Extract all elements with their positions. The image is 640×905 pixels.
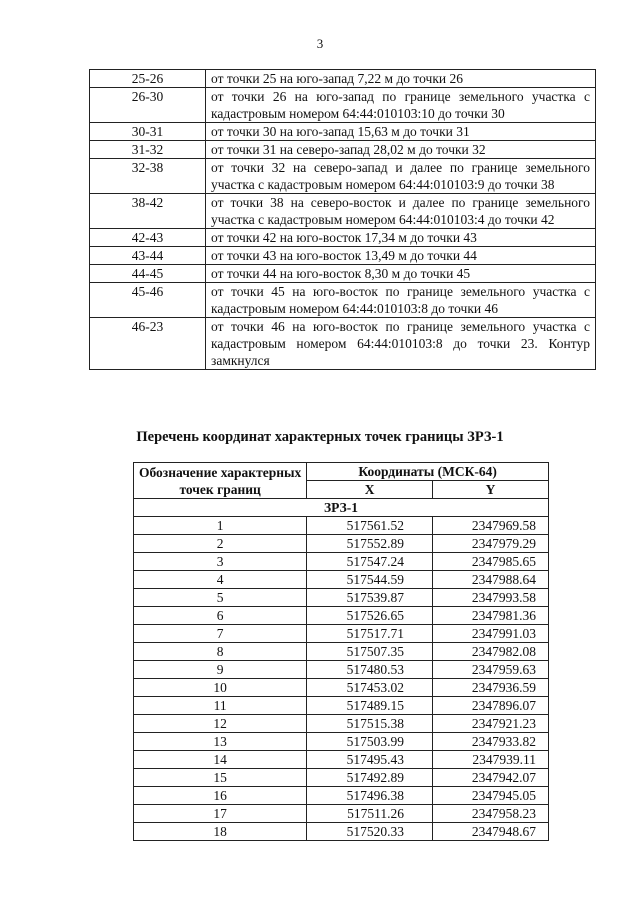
coordinate-row bbox=[134, 697, 549, 715]
point-number: 15 bbox=[134, 769, 307, 787]
coordinate-row bbox=[134, 769, 549, 787]
coordinate-row bbox=[134, 625, 549, 643]
x-coordinate: 517517.71 bbox=[307, 625, 433, 643]
segment-row bbox=[90, 247, 596, 265]
segment-id: 25-26 bbox=[90, 70, 206, 88]
segment-description: от точки 25 на юго-запад 7,22 м до точки 26 bbox=[206, 70, 596, 88]
y-coordinate: 2347933.82 bbox=[433, 733, 549, 751]
point-number: 12 bbox=[134, 715, 307, 733]
segment-row bbox=[90, 88, 596, 123]
y-coordinate: 2347958.23 bbox=[433, 805, 549, 823]
point-number: 3 bbox=[134, 553, 307, 571]
segment-id: 31-32 bbox=[90, 141, 206, 159]
y-coordinate: 2347896.07 bbox=[433, 697, 549, 715]
segment-description: от точки 42 на юго-восток 17,34 м до точки 43 bbox=[206, 229, 596, 247]
segment-id: 38-42 bbox=[90, 194, 206, 229]
header-x: X bbox=[307, 481, 433, 499]
coordinate-row bbox=[134, 607, 549, 625]
segment-description: от точки 43 на юго-восток 13,49 м до точки 44 bbox=[206, 247, 596, 265]
x-coordinate: 517453.02 bbox=[307, 679, 433, 697]
x-coordinate: 517507.35 bbox=[307, 643, 433, 661]
segment-row bbox=[90, 318, 596, 370]
y-coordinate: 2347993.58 bbox=[433, 589, 549, 607]
segment-id: 30-31 bbox=[90, 123, 206, 141]
x-coordinate: 517520.33 bbox=[307, 823, 433, 841]
header-coordinates-group: Координаты (МСК-64) bbox=[307, 463, 549, 481]
segment-id: 45-46 bbox=[90, 283, 206, 318]
segment-id: 43-44 bbox=[90, 247, 206, 265]
segment-row bbox=[90, 141, 596, 159]
segment-row bbox=[90, 123, 596, 141]
segment-row bbox=[90, 159, 596, 194]
coordinate-row bbox=[134, 805, 549, 823]
page-number: 3 bbox=[316, 36, 324, 51]
point-number: 9 bbox=[134, 661, 307, 679]
y-coordinate: 2347945.05 bbox=[433, 787, 549, 805]
segment-description: от точки 31 на северо-запад 28,02 м до точки 32 bbox=[206, 141, 596, 159]
segment-description: от точки 44 на юго-восток 8,30 м до точки 45 bbox=[206, 265, 596, 283]
segment-id: 32-38 bbox=[90, 159, 206, 194]
point-number: 10 bbox=[134, 679, 307, 697]
x-coordinate: 517544.59 bbox=[307, 571, 433, 589]
point-number: 16 bbox=[134, 787, 307, 805]
segment-id: 42-43 bbox=[90, 229, 206, 247]
y-coordinate: 2347921.23 bbox=[433, 715, 549, 733]
x-coordinate: 517480.53 bbox=[307, 661, 433, 679]
point-number: 2 bbox=[134, 535, 307, 553]
segment-row bbox=[90, 194, 596, 229]
zone-label: ЗРЗ-1 bbox=[134, 499, 549, 517]
header-row-1 bbox=[134, 463, 549, 481]
coordinate-row bbox=[134, 589, 549, 607]
y-coordinate: 2347942.07 bbox=[433, 769, 549, 787]
x-coordinate: 517539.87 bbox=[307, 589, 433, 607]
point-number: 7 bbox=[134, 625, 307, 643]
segment-description: от точки 45 на юго-восток по границе земельного участка с кадастровым номером 64:44:010103:8 до точки 46 bbox=[206, 283, 596, 318]
x-coordinate: 517496.38 bbox=[307, 787, 433, 805]
coordinates-body bbox=[134, 499, 549, 841]
segment-description: от точки 38 на северо-восток и далее по границе земельного участка с кадастровым номером 64:44:010103:4 до точки 42 bbox=[206, 194, 596, 229]
y-coordinate: 2347982.08 bbox=[433, 643, 549, 661]
segment-row bbox=[90, 283, 596, 318]
segment-row bbox=[90, 265, 596, 283]
coordinate-row bbox=[134, 643, 549, 661]
coordinate-row bbox=[134, 661, 549, 679]
segment-description: от точки 32 на северо-запад и далее по границе земельного участка с кадастровым номером 64:44:010103:9 до точки 38 bbox=[206, 159, 596, 194]
coordinate-row bbox=[134, 733, 549, 751]
segment-description: от точки 30 на юго-запад 15,63 м до точки 31 bbox=[206, 123, 596, 141]
x-coordinate: 517503.99 bbox=[307, 733, 433, 751]
point-number: 8 bbox=[134, 643, 307, 661]
point-number: 4 bbox=[134, 571, 307, 589]
x-coordinate: 517547.24 bbox=[307, 553, 433, 571]
x-coordinate: 517515.38 bbox=[307, 715, 433, 733]
header-point-designation: Обозначение характерных точек границ bbox=[134, 463, 307, 499]
coordinate-row bbox=[134, 517, 549, 535]
point-number: 11 bbox=[134, 697, 307, 715]
coordinate-row bbox=[134, 553, 549, 571]
segments-body bbox=[90, 70, 596, 370]
y-coordinate: 2347981.36 bbox=[433, 607, 549, 625]
y-coordinate: 2347948.67 bbox=[433, 823, 549, 841]
y-coordinate: 2347991.03 bbox=[433, 625, 549, 643]
segment-row bbox=[90, 229, 596, 247]
y-coordinate: 2347959.63 bbox=[433, 661, 549, 679]
point-number: 5 bbox=[134, 589, 307, 607]
coordinate-row bbox=[134, 751, 549, 769]
coordinate-row bbox=[134, 715, 549, 733]
boundary-segments-table bbox=[89, 69, 596, 370]
point-number: 18 bbox=[134, 823, 307, 841]
coordinates-table-header bbox=[134, 463, 549, 499]
x-coordinate: 517552.89 bbox=[307, 535, 433, 553]
point-number: 17 bbox=[134, 805, 307, 823]
y-coordinate: 2347969.58 bbox=[433, 517, 549, 535]
segment-id: 26-30 bbox=[90, 88, 206, 123]
y-coordinate: 2347985.65 bbox=[433, 553, 549, 571]
coordinate-row bbox=[134, 535, 549, 553]
y-coordinate: 2347936.59 bbox=[433, 679, 549, 697]
point-number: 6 bbox=[134, 607, 307, 625]
x-coordinate: 517489.15 bbox=[307, 697, 433, 715]
x-coordinate: 517492.89 bbox=[307, 769, 433, 787]
y-coordinate: 2347939.11 bbox=[433, 751, 549, 769]
y-coordinate: 2347979.29 bbox=[433, 535, 549, 553]
x-coordinate: 517526.65 bbox=[307, 607, 433, 625]
segment-id: 46-23 bbox=[90, 318, 206, 370]
point-number: 1 bbox=[134, 517, 307, 535]
segment-id: 44-45 bbox=[90, 265, 206, 283]
x-coordinate: 517495.43 bbox=[307, 751, 433, 769]
segment-description: от точки 26 на юго-запад по границе земельного участка с кадастровым номером 64:44:010103:10 до точки 30 bbox=[206, 88, 596, 123]
point-number: 13 bbox=[134, 733, 307, 751]
x-coordinate: 517511.26 bbox=[307, 805, 433, 823]
y-coordinate: 2347988.64 bbox=[433, 571, 549, 589]
coords-section-title: Перечень координат характерных точек границы ЗРЗ-1 bbox=[136, 429, 504, 445]
coordinate-row bbox=[134, 571, 549, 589]
coordinate-row bbox=[134, 679, 549, 697]
x-coordinate: 517561.52 bbox=[307, 517, 433, 535]
segment-row bbox=[90, 70, 596, 88]
coordinate-row bbox=[134, 787, 549, 805]
header-y: Y bbox=[433, 481, 549, 499]
coordinate-row bbox=[134, 823, 549, 841]
point-number: 14 bbox=[134, 751, 307, 769]
zone-row bbox=[134, 499, 549, 517]
segment-description: от точки 46 на юго-восток по границе земельного участка с кадастровым номером 64:44:010103:8 до точки 23. Контур замкнулся bbox=[206, 318, 596, 370]
coordinates-table bbox=[133, 462, 549, 841]
